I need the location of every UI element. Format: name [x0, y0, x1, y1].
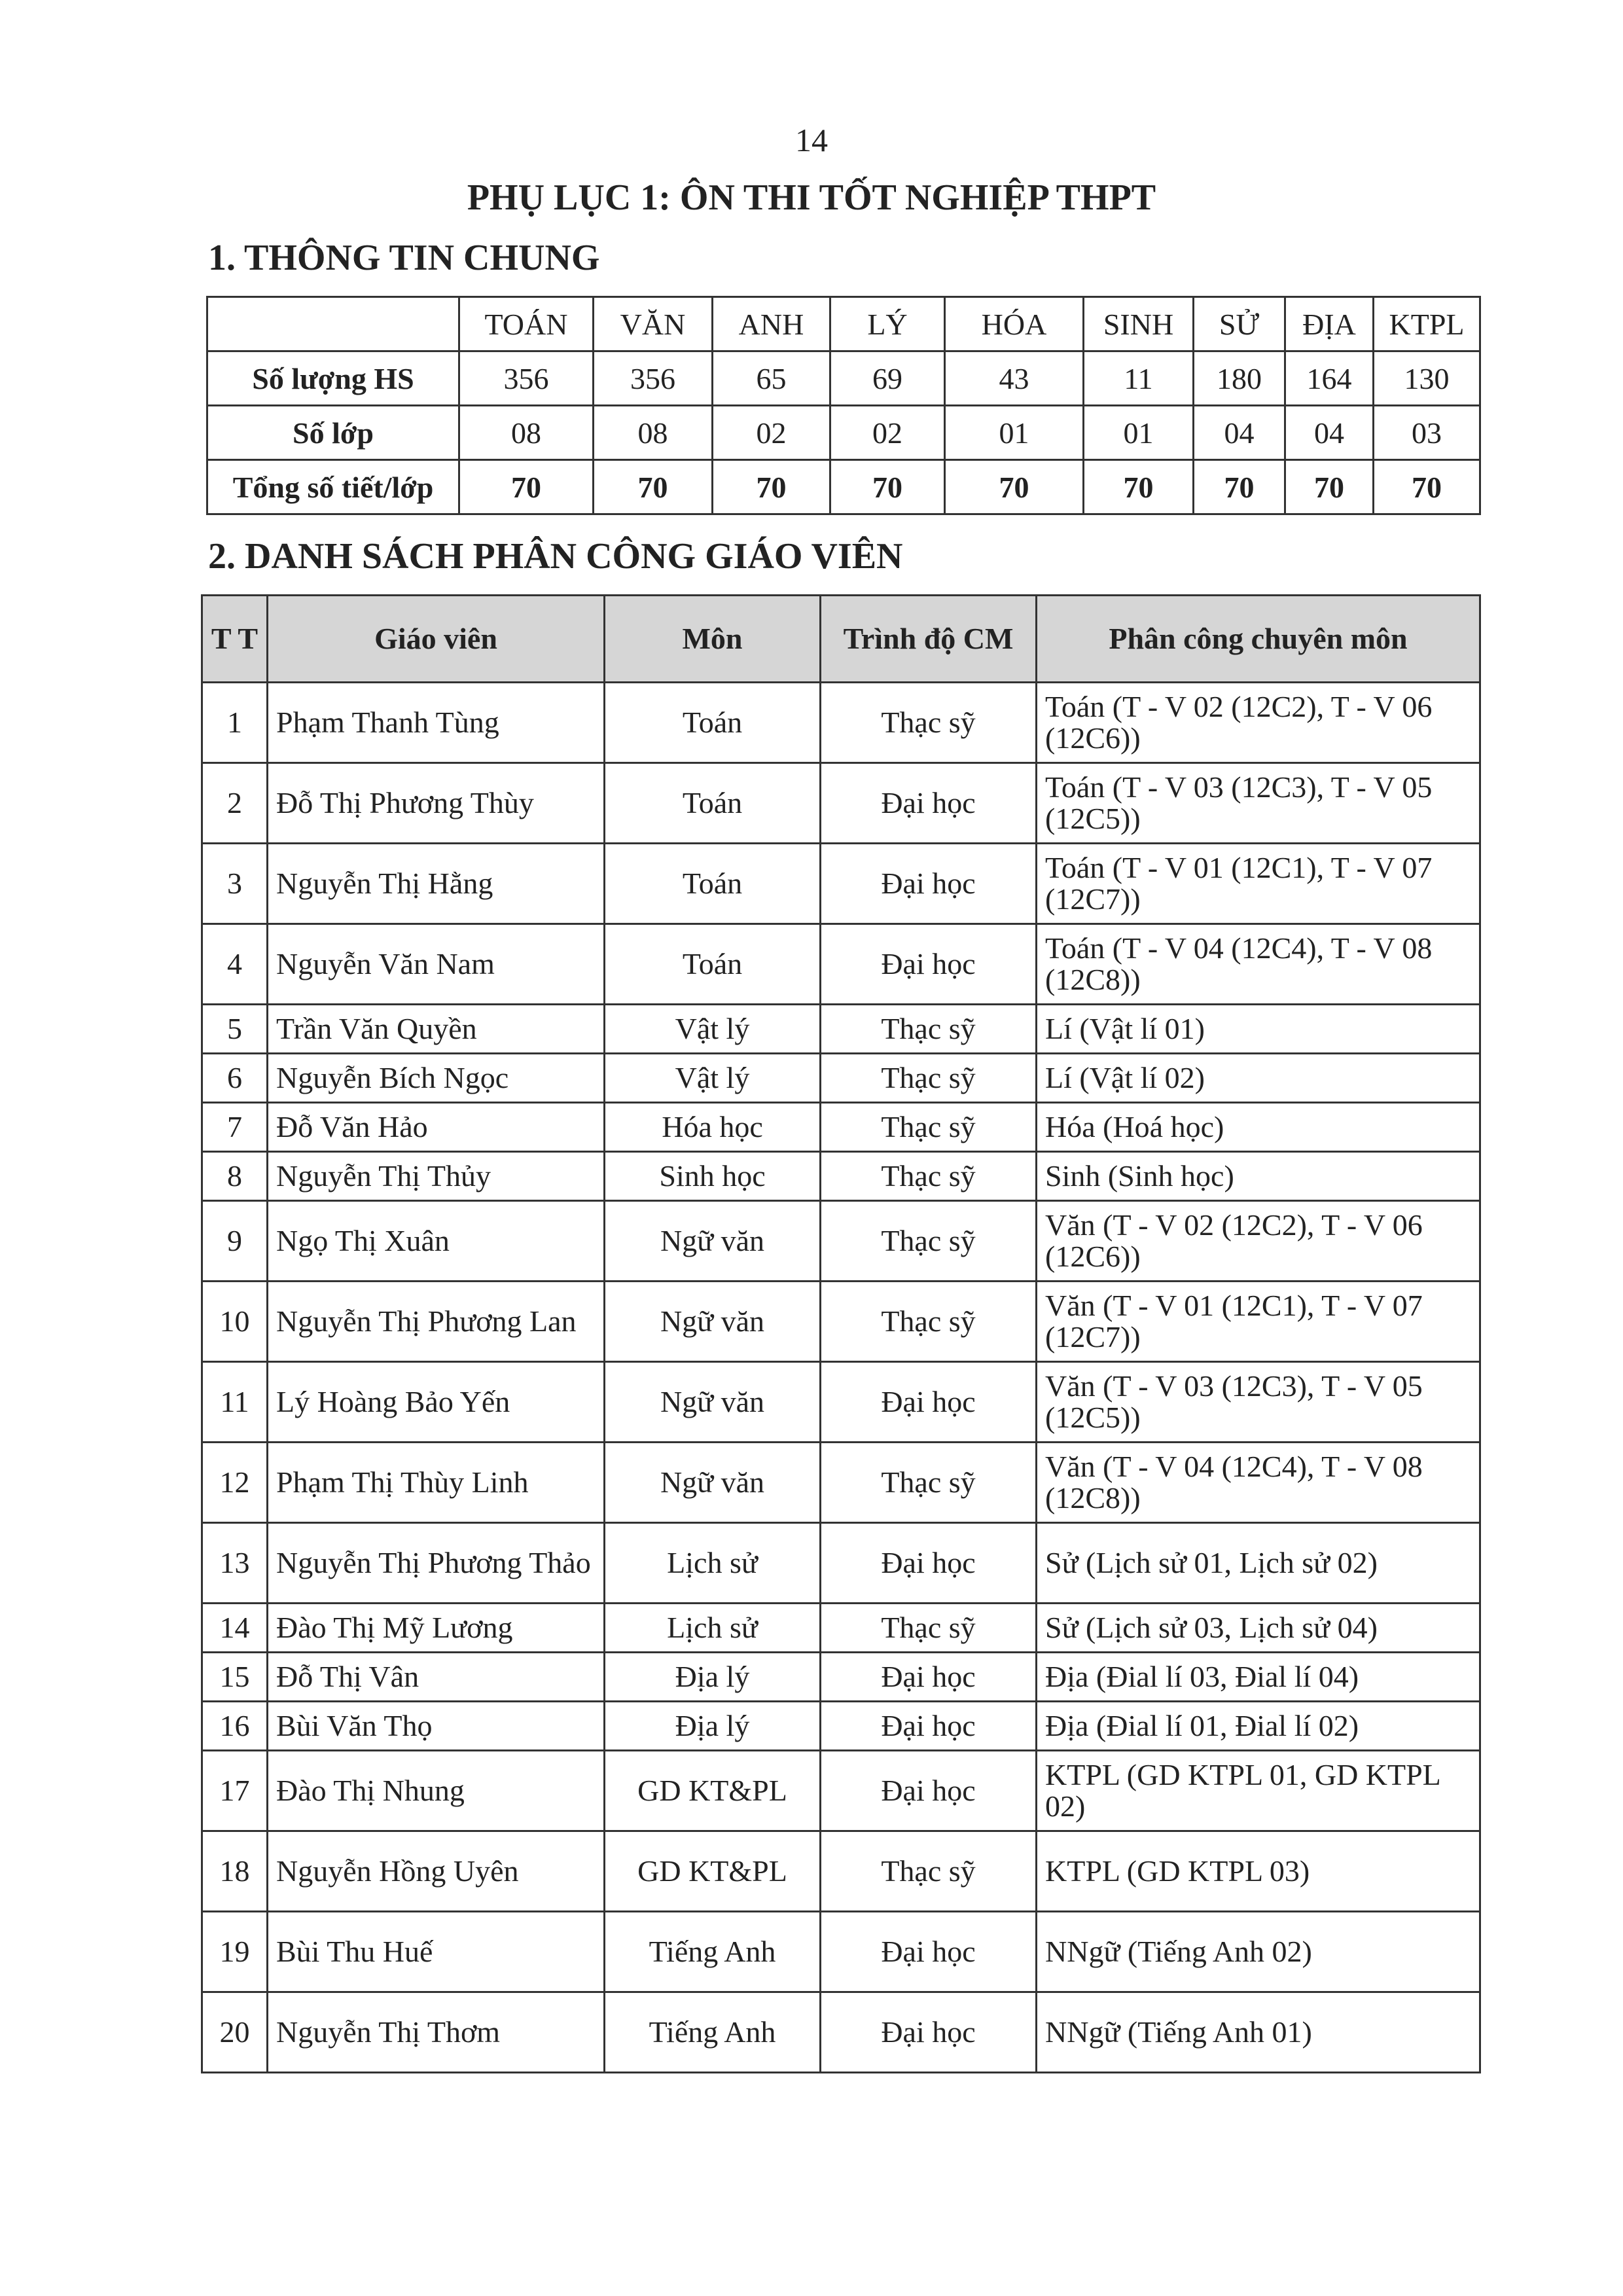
assignment: Văn (T - V 01 (12C1), T - V 07 (12C7)) [1037, 1282, 1480, 1362]
row-number: 8 [202, 1152, 268, 1201]
header-cell-assignment: Phân công chuyên môn [1037, 596, 1480, 683]
row-number: 2 [202, 763, 268, 844]
table-row [202, 683, 1480, 763]
table-header-row [207, 297, 1480, 351]
row-number: 9 [202, 1201, 268, 1282]
table-cell: 43 [945, 351, 1084, 406]
table-cell: 164 [1285, 351, 1374, 406]
table-cell: 70 [1084, 460, 1194, 514]
table-cell: 11 [1084, 351, 1194, 406]
assignment: Sinh (Sinh học) [1037, 1152, 1480, 1201]
assignment: Văn (T - V 03 (12C3), T - V 05 (12C5)) [1037, 1362, 1480, 1443]
teacher-name: Ngọ Thị Xuân [268, 1201, 605, 1282]
row-label: Tổng số tiết/lớp [207, 460, 459, 514]
teacher-name: Phạm Thị Thùy Linh [268, 1443, 605, 1523]
subject: Địa lý [605, 1702, 821, 1751]
assignment: Lí (Vật lí 02) [1037, 1054, 1480, 1103]
degree: Thạc sỹ [821, 1831, 1037, 1912]
table-row [202, 844, 1480, 924]
header-cell-subject: SỬ [1194, 297, 1285, 351]
table-row [207, 460, 1480, 514]
teacher-name: Nguyễn Thị Phương Lan [268, 1282, 605, 1362]
row-number: 19 [202, 1912, 268, 1992]
teacher-name: Đỗ Thị Vân [268, 1653, 605, 1702]
table-row [202, 1201, 1480, 1282]
subject: Lịch sử [605, 1523, 821, 1604]
teacher-assignment-table [201, 594, 1481, 2073]
assignment: Toán (T - V 01 (12C1), T - V 07 (12C7)) [1037, 844, 1480, 924]
header-cell-subject: KTPL [1374, 297, 1480, 351]
assignment: Địa (Đial lí 01, Đial lí 02) [1037, 1702, 1480, 1751]
teacher-assignment-rows [202, 683, 1480, 2073]
table-row [202, 1362, 1480, 1443]
row-label: Số lượng HS [207, 351, 459, 406]
assignment: Lí (Vật lí 01) [1037, 1005, 1480, 1054]
teacher-name: Nguyễn Bích Ngọc [268, 1054, 605, 1103]
degree: Thạc sỹ [821, 1201, 1037, 1282]
table-row [202, 924, 1480, 1005]
assignment: Văn (T - V 04 (12C4), T - V 08 (12C8)) [1037, 1443, 1480, 1523]
header-cell-tt: T T [202, 596, 268, 683]
degree: Đại học [821, 1362, 1037, 1443]
header-cell-subject: ĐỊA [1285, 297, 1374, 351]
table-cell: 70 [1374, 460, 1480, 514]
header-cell-teacher: Giáo viên [268, 596, 605, 683]
row-number: 18 [202, 1831, 268, 1912]
table-row [202, 1282, 1480, 1362]
row-number: 15 [202, 1653, 268, 1702]
subject: GD KT&PL [605, 1831, 821, 1912]
row-number: 10 [202, 1282, 268, 1362]
row-number: 7 [202, 1103, 268, 1152]
subject: Ngữ văn [605, 1282, 821, 1362]
page-number: 14 [795, 122, 828, 158]
degree: Đại học [821, 1751, 1037, 1831]
degree: Thạc sỹ [821, 1152, 1037, 1201]
degree: Đại học [821, 763, 1037, 844]
row-label: Số lớp [207, 406, 459, 460]
assignment: Toán (T - V 02 (12C2), T - V 06 (12C6)) [1037, 683, 1480, 763]
table-row [202, 1443, 1480, 1523]
table-cell: 356 [594, 351, 713, 406]
assignment: Toán (T - V 04 (12C4), T - V 08 (12C8)) [1037, 924, 1480, 1005]
subject: Tiếng Anh [605, 1912, 821, 1992]
header-cell-subject: ANH [713, 297, 830, 351]
row-number: 20 [202, 1992, 268, 2073]
assignment: NNgữ (Tiếng Anh 01) [1037, 1992, 1480, 2073]
table-row [202, 1992, 1480, 2073]
teacher-name: Trần Văn Quyền [268, 1005, 605, 1054]
subject: Ngữ văn [605, 1362, 821, 1443]
table-header-row [202, 596, 1480, 683]
teacher-name: Đỗ Văn Hảo [268, 1103, 605, 1152]
degree: Đại học [821, 1653, 1037, 1702]
subject: Toán [605, 763, 821, 844]
table-row [202, 1912, 1480, 1992]
degree: Đại học [821, 844, 1037, 924]
general-info-table [206, 296, 1481, 515]
teacher-name: Đào Thị Mỹ Lương [268, 1604, 605, 1653]
teacher-name: Bùi Thu Huế [268, 1912, 605, 1992]
table-cell: 69 [830, 351, 945, 406]
header-cell-empty [207, 297, 459, 351]
table-row [202, 1831, 1480, 1912]
degree: Thạc sỹ [821, 1282, 1037, 1362]
table-cell: 130 [1374, 351, 1480, 406]
teacher-name: Nguyễn Văn Nam [268, 924, 605, 1005]
table-row [202, 1604, 1480, 1653]
table-cell: 08 [459, 406, 594, 460]
teacher-name: Bùi Văn Thọ [268, 1702, 605, 1751]
table-cell: 65 [713, 351, 830, 406]
degree: Thạc sỹ [821, 683, 1037, 763]
table-row [202, 1054, 1480, 1103]
row-number: 11 [202, 1362, 268, 1443]
subject: Hóa học [605, 1103, 821, 1152]
teacher-name: Nguyễn Thị Thủy [268, 1152, 605, 1201]
subject: Địa lý [605, 1653, 821, 1702]
header-cell-subject: SINH [1084, 297, 1194, 351]
appendix-title: PHỤ LỤC 1: ÔN THI TỐT NGHIỆP THPT [467, 177, 1156, 218]
row-number: 17 [202, 1751, 268, 1831]
assignment: Địa (Đial lí 03, Đial lí 04) [1037, 1653, 1480, 1702]
teacher-name: Nguyễn Thị Hằng [268, 844, 605, 924]
subject: Ngữ văn [605, 1443, 821, 1523]
table-cell: 70 [830, 460, 945, 514]
table-cell: 70 [459, 460, 594, 514]
row-number: 1 [202, 683, 268, 763]
table-row [202, 1653, 1480, 1702]
assignment: NNgữ (Tiếng Anh 02) [1037, 1912, 1480, 1992]
teacher-name: Nguyễn Hồng Uyên [268, 1831, 605, 1912]
row-number: 14 [202, 1604, 268, 1653]
table-cell: 356 [459, 351, 594, 406]
table-row [202, 1152, 1480, 1201]
degree: Thạc sỹ [821, 1604, 1037, 1653]
subject: Toán [605, 683, 821, 763]
table-cell: 180 [1194, 351, 1285, 406]
teacher-name: Đào Thị Nhung [268, 1751, 605, 1831]
assignment: Sử (Lịch sử 01, Lịch sử 02) [1037, 1523, 1480, 1604]
table-row [202, 1702, 1480, 1751]
table-cell: 70 [594, 460, 713, 514]
table-row [202, 1751, 1480, 1831]
assignment: Sử (Lịch sử 03, Lịch sử 04) [1037, 1604, 1480, 1653]
table-row [202, 1103, 1480, 1152]
table-cell: 01 [1084, 406, 1194, 460]
row-number: 4 [202, 924, 268, 1005]
subject: Tiếng Anh [605, 1992, 821, 2073]
degree: Đại học [821, 1912, 1037, 1992]
table-cell: 70 [1194, 460, 1285, 514]
teacher-name: Nguyễn Thị Thơm [268, 1992, 605, 2073]
table-row [202, 1523, 1480, 1604]
teacher-name: Phạm Thanh Tùng [268, 683, 605, 763]
row-number: 12 [202, 1443, 268, 1523]
degree: Đại học [821, 1523, 1037, 1604]
table-cell: 70 [1285, 460, 1374, 514]
degree: Đại học [821, 924, 1037, 1005]
teacher-name: Nguyễn Thị Phương Thảo [268, 1523, 605, 1604]
degree: Đại học [821, 1992, 1037, 2073]
header-cell-degree: Trình độ CM [821, 596, 1037, 683]
subject: Toán [605, 924, 821, 1005]
table-cell: 02 [713, 406, 830, 460]
row-number: 13 [202, 1523, 268, 1604]
subject: Lịch sử [605, 1604, 821, 1653]
degree: Đại học [821, 1702, 1037, 1751]
table-cell: 04 [1285, 406, 1374, 460]
table-cell: 08 [594, 406, 713, 460]
row-number: 6 [202, 1054, 268, 1103]
degree: Thạc sỹ [821, 1005, 1037, 1054]
header-cell-subject: LÝ [830, 297, 945, 351]
row-number: 3 [202, 844, 268, 924]
header-cell-subject: TOÁN [459, 297, 594, 351]
teacher-name: Lý Hoàng Bảo Yến [268, 1362, 605, 1443]
subject: Vật lý [605, 1005, 821, 1054]
table-cell: 70 [713, 460, 830, 514]
subject: Ngữ văn [605, 1201, 821, 1282]
header-cell-subject: HÓA [945, 297, 1084, 351]
subject: Vật lý [605, 1054, 821, 1103]
teacher-name: Đỗ Thị Phương Thùy [268, 763, 605, 844]
header-cell-subject: Môn [605, 596, 821, 683]
assignment: Văn (T - V 02 (12C2), T - V 06 (12C6)) [1037, 1201, 1480, 1282]
row-number: 5 [202, 1005, 268, 1054]
subject: GD KT&PL [605, 1751, 821, 1831]
section-heading-teacher-assignments: 2. DANH SÁCH PHÂN CÔNG GIÁO VIÊN [208, 536, 903, 577]
table-row [202, 763, 1480, 844]
subject: Sinh học [605, 1152, 821, 1201]
table-row [202, 1005, 1480, 1054]
assignment: KTPL (GD KTPL 01, GD KTPL 02) [1037, 1751, 1480, 1831]
row-number: 16 [202, 1702, 268, 1751]
degree: Thạc sỹ [821, 1443, 1037, 1523]
section-heading-general-info: 1. THÔNG TIN CHUNG [208, 238, 600, 278]
subject: Toán [605, 844, 821, 924]
table-row [207, 406, 1480, 460]
degree: Thạc sỹ [821, 1054, 1037, 1103]
table-cell: 02 [830, 406, 945, 460]
assignment: Hóa (Hoá học) [1037, 1103, 1480, 1152]
table-cell: 04 [1194, 406, 1285, 460]
table-cell: 70 [945, 460, 1084, 514]
assignment: KTPL (GD KTPL 03) [1037, 1831, 1480, 1912]
table-cell: 03 [1374, 406, 1480, 460]
degree: Thạc sỹ [821, 1103, 1037, 1152]
header-cell-subject: VĂN [594, 297, 713, 351]
table-row [207, 351, 1480, 406]
table-cell: 01 [945, 406, 1084, 460]
assignment: Toán (T - V 03 (12C3), T - V 05 (12C5)) [1037, 763, 1480, 844]
